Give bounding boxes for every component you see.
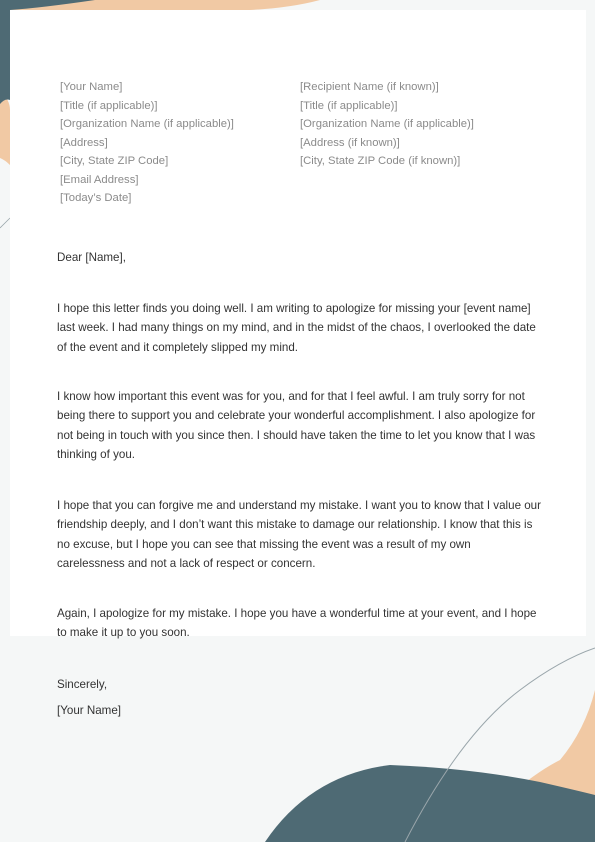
letter-date: [Today’s Date] [60, 192, 132, 204]
paragraph-1: I hope this letter finds you doing well. I am writing to apologize for missing your [event name] last week. I had many things on my mind, and in the midst of the chaos, I overlooked the date of the event and it completely slipped my mind. [57, 302, 536, 354]
recipient-organization: [Organization Name (if applicable)] [300, 118, 474, 130]
sender-name: [Your Name] [60, 81, 123, 93]
recipient-name: [Recipient Name (if known)] [300, 81, 439, 93]
recipient-address: [Address (if known)] [300, 136, 400, 149]
recipient-city: [City, State ZIP Code (if known)] [300, 155, 461, 167]
signature-name: [Your Name] [57, 704, 122, 717]
paragraph-3: I hope that you can forgive me and understand my mistake. I want you to know that I value our friendship deeply, and I don’t want this mistake to damage our relationship. I know that this is no excuse, but I hope you can see that missing the event was a result of my own carelessness and not a lack of respect or concern. [57, 499, 541, 570]
sender-address-block [60, 78, 234, 208]
sender-address: [Address] [60, 136, 108, 149]
sender-title: [Title (if applicable)] [60, 99, 158, 112]
salutation: Dear [Name], [57, 251, 126, 264]
closing: Sincerely, [57, 678, 108, 691]
sender-email: [Email Address] [60, 173, 139, 186]
recipient-address-block [300, 78, 474, 171]
sender-organization: [Organization Name (if applicable)] [60, 118, 234, 130]
sender-city: [City, State ZIP Code] [60, 155, 169, 167]
thin-line-left [0, 218, 10, 228]
paragraph-2: I know how important this event was for you, and for that I feel awful. I am truly sorry for not being there to support you and celebrate your wonderful accomplishment. I also apologize for not being in touch with you since then. I should have taken the time to let you know that I was thinking of you. [57, 390, 536, 461]
recipient-title: [Title (if applicable)] [300, 99, 398, 112]
paragraph-4: Again, I apologize for my mistake. I hope you have a wonderful time at your event, and I hope to make it up to you soon. [57, 607, 537, 640]
